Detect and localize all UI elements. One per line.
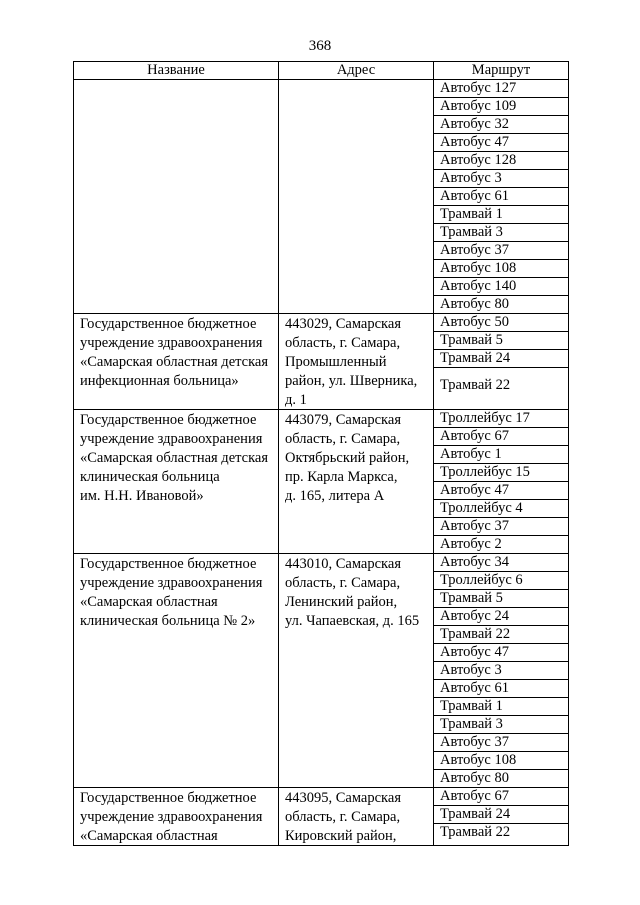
route-item: Автобус 47 [434, 481, 568, 499]
route-item: Автобус 24 [434, 607, 568, 625]
route-item: Автобус 32 [434, 115, 568, 133]
route-item: Троллейбус 17 [440, 410, 530, 426]
table-header-row [74, 62, 569, 80]
table-row [74, 554, 569, 788]
table-row [74, 314, 569, 410]
routes-table [73, 61, 569, 846]
route-item: Трамвай 1 [434, 697, 568, 715]
route-item: Автобус 108 [434, 259, 568, 277]
route-cell [434, 554, 569, 788]
route-item: Троллейбус 4 [434, 499, 568, 517]
route-item: Автобус 127 [440, 80, 517, 96]
address-cell-line: область, г. Самара, [285, 431, 401, 447]
institution-name-cell-line: клиническая больница № 2» [80, 613, 256, 629]
route-cell [434, 788, 569, 846]
route-item: Автобус 61 [434, 679, 568, 697]
route-item: Трамвай 24 [434, 805, 568, 823]
route-item: Автобус 3 [434, 169, 568, 187]
header-address: Адрес [279, 62, 434, 80]
route-cell [434, 80, 569, 314]
route-item: Автобус 140 [434, 277, 568, 295]
route-item: Трамвай 22 [434, 823, 568, 841]
address-cell-line: д. 1 [285, 392, 307, 408]
institution-name-cell-line: учреждение здравоохранения [80, 809, 263, 825]
route-item: Автобус 80 [434, 769, 568, 787]
header-route: Маршрут [434, 62, 569, 80]
route-item: Автобус 3 [434, 661, 568, 679]
institution-name-cell-line: учреждение здравоохранения [80, 431, 263, 447]
route-item: Автобус 47 [434, 643, 568, 661]
institution-name-cell-line: «Самарская областная детская [80, 354, 269, 370]
address-cell-line: область, г. Самара, [285, 575, 401, 591]
institution-name-cell-line: Государственное бюджетное [80, 790, 257, 806]
address-cell-line: 443029, Самарская [285, 316, 401, 332]
address-cell-line: 443079, Самарская [285, 412, 401, 428]
institution-name-cell-line: инфекционная больница» [80, 373, 239, 389]
address-cell-line: область, г. Самара, [285, 335, 401, 351]
table-row [74, 788, 569, 846]
address-cell [279, 788, 434, 846]
address-cell [279, 314, 434, 410]
route-item: Автобус 108 [434, 751, 568, 769]
route-item: Троллейбус 15 [434, 463, 568, 481]
institution-name-cell [74, 788, 279, 846]
route-item: Автобус 50 [440, 314, 509, 330]
route-item: Трамвай 24 [434, 349, 568, 367]
route-item: Автобус 47 [434, 133, 568, 151]
header-name: Название [74, 62, 279, 80]
institution-name-cell-line: Государственное бюджетное [80, 316, 257, 332]
institution-name-cell [74, 410, 279, 554]
route-item: Трамвай 5 [434, 331, 568, 349]
route-item: Автобус 80 [434, 295, 568, 313]
route-cell [434, 410, 569, 554]
address-cell-line: 443010, Самарская [285, 556, 401, 572]
institution-name-cell-line: «Самарская областная детская [80, 450, 269, 466]
route-item: Трамвай 5 [434, 589, 568, 607]
address-cell-line: Октябрьский район, [285, 450, 410, 466]
route-item: Трамвай 3 [434, 715, 568, 733]
route-item: Трамвай 1 [434, 205, 568, 223]
address-cell-line: д. 165, литера А [285, 488, 385, 504]
address-cell-line: область, г. Самара, [285, 809, 401, 825]
route-item: Автобус 1 [434, 445, 568, 463]
address-cell [279, 554, 434, 788]
address-cell-line: Кировский район, [285, 828, 397, 844]
route-item: Трамвай 22 [434, 367, 568, 394]
institution-name-cell-line: клиническая больница [80, 469, 220, 485]
route-cell [434, 314, 569, 410]
route-item: Автобус 37 [434, 517, 568, 535]
route-item: Автобус 61 [434, 187, 568, 205]
institution-name-cell [74, 554, 279, 788]
table-row [74, 410, 569, 554]
route-item: Автобус 2 [434, 535, 568, 553]
address-cell [279, 410, 434, 554]
route-item: Автобус 37 [434, 241, 568, 259]
institution-name-cell-line: «Самарская областная [80, 594, 218, 610]
institution-name-cell-line: «Самарская областная [80, 828, 218, 844]
table-row [74, 80, 569, 314]
address-cell-line: Ленинский район, [285, 594, 398, 610]
address-cell [279, 80, 434, 314]
institution-name-cell [74, 314, 279, 410]
institution-name-cell-line: Государственное бюджетное [80, 556, 257, 572]
institution-name-cell-line: учреждение здравоохранения [80, 575, 263, 591]
institution-name-cell [74, 80, 279, 314]
institution-name-cell-line: учреждение здравоохранения [80, 335, 263, 351]
address-cell-line: 443095, Самарская [285, 790, 401, 806]
route-item: Троллейбус 6 [434, 571, 568, 589]
address-cell-line: Промышленный [285, 354, 387, 370]
address-cell-line: пр. Карла Маркса, [285, 469, 398, 485]
institution-name-cell-line: Государственное бюджетное [80, 412, 257, 428]
route-item: Трамвай 3 [434, 223, 568, 241]
address-cell-line: ул. Чапаевская, д. 165 [285, 613, 420, 629]
route-item: Автобус 37 [434, 733, 568, 751]
route-item: Автобус 67 [434, 427, 568, 445]
route-item: Автобус 67 [440, 788, 509, 804]
address-cell-line: район, ул. Шверника, [285, 373, 418, 389]
page-number: 368 [308, 38, 332, 54]
institution-name-cell-line: им. Н.Н. Ивановой» [80, 488, 204, 504]
route-item: Автобус 34 [440, 554, 509, 570]
route-item: Автобус 109 [434, 97, 568, 115]
route-item: Автобус 128 [434, 151, 568, 169]
route-item: Трамвай 22 [434, 625, 568, 643]
